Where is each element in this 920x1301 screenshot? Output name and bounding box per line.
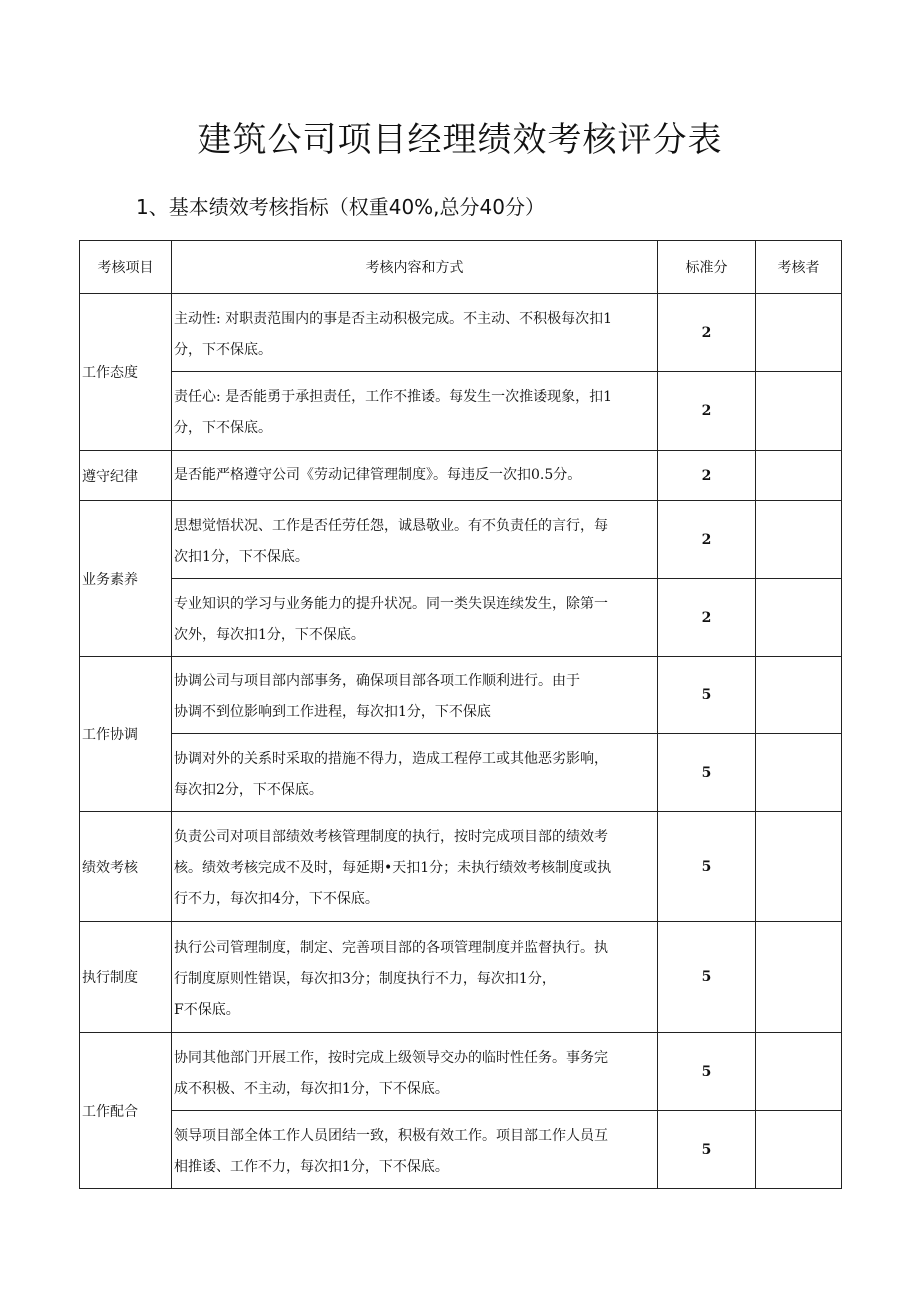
content-cell: 主动性: 对职责范围内的事是否主动积极完成。不主动、不积极每次扣1 分，下不保底。 (172, 294, 658, 372)
table-row (80, 1111, 842, 1189)
header-category: 考核项目 (80, 241, 172, 294)
score-cell: 5 (658, 1111, 756, 1189)
header-standard-score: 标准分 (658, 241, 756, 294)
table-row (80, 451, 842, 501)
reviewer-cell[interactable] (756, 501, 842, 579)
content-cell: 思想觉悟状况、工作是否任劳任怨，诚恳敬业。有不负责任的言行，每 次扣1分，下不保底。 (172, 501, 658, 579)
content-cell: 领导项目部全体工作人员团结一致，积极有效工作。项目部工作人员互 相推诿、工作不力，每次扣1分，下不保底。 (172, 1111, 658, 1189)
content-cell: 协调公司与项目部内部事务，确保项目部各项工作顺利进行。由于 协调不到位影响到工作进程，每次扣1分，下不保底 (172, 657, 658, 734)
content-cell: 执行公司管理制度，制定、完善项目部的各项管理制度并监督执行。执 行制度原则性错误，每次扣3分；制度执行不力，每次扣1分， F不保底。 (172, 922, 658, 1033)
table-row (80, 501, 842, 579)
section-heading: 1、基本绩效考核指标（权重40%,总分40分） (136, 195, 545, 219)
category-cell: 工作配合 (80, 1033, 172, 1189)
table-row (80, 1033, 842, 1111)
score-cell: 5 (658, 922, 756, 1033)
table-row (80, 294, 842, 372)
score-cell: 5 (658, 657, 756, 734)
table-row (80, 579, 842, 657)
category-cell: 绩效考核 (80, 812, 172, 922)
table-header-row (80, 241, 842, 294)
category-cell: 遵守纪律 (80, 451, 172, 501)
content-cell: 是否能严格遵守公司《劳动记律管理制度》。每违反一次扣0.5分。 (172, 451, 658, 501)
reviewer-cell[interactable] (756, 294, 842, 372)
score-cell: 2 (658, 372, 756, 451)
content-cell: 协调对外的关系时采取的措施不得力，造成工程停工或其他恶劣影响， 每次扣2分，下不保底。 (172, 734, 658, 812)
reviewer-cell[interactable] (756, 451, 842, 501)
reviewer-cell[interactable] (756, 1111, 842, 1189)
header-reviewer: 考核者 (756, 241, 842, 294)
content-cell: 责任心: 是否能勇于承担责任，工作不推诿。每发生一次推诿现象，扣1 分，下不保底。 (172, 372, 658, 451)
category-cell: 执行制度 (80, 922, 172, 1033)
category-cell: 工作态度 (80, 294, 172, 451)
score-cell: 5 (658, 734, 756, 812)
table-row (80, 734, 842, 812)
evaluation-table (79, 240, 842, 1189)
reviewer-cell[interactable] (756, 372, 842, 451)
score-cell: 2 (658, 451, 756, 501)
content-cell: 协同其他部门开展工作，按时完成上级领导交办的临时性任务。事务完 成不积极、不主动，每次扣1分，下不保底。 (172, 1033, 658, 1111)
page-title: 建筑公司项目经理绩效考核评分表 (197, 120, 723, 160)
score-cell: 2 (658, 579, 756, 657)
table-row (80, 922, 842, 1033)
score-cell: 5 (658, 1033, 756, 1111)
content-cell: 专业知识的学习与业务能力的提升状况。同一类失误连续发生，除第一 次外，每次扣1分，下不保底。 (172, 579, 658, 657)
category-cell: 工作协调 (80, 657, 172, 812)
reviewer-cell[interactable] (756, 1033, 842, 1111)
table-row (80, 657, 842, 734)
reviewer-cell[interactable] (756, 922, 842, 1033)
reviewer-cell[interactable] (756, 657, 842, 734)
reviewer-cell[interactable] (756, 812, 842, 922)
category-cell: 业务素养 (80, 501, 172, 657)
reviewer-cell[interactable] (756, 579, 842, 657)
header-content: 考核内容和方式 (172, 241, 658, 294)
score-cell: 5 (658, 812, 756, 922)
reviewer-cell[interactable] (756, 734, 842, 812)
score-cell: 2 (658, 501, 756, 579)
table-row (80, 372, 842, 451)
score-cell: 2 (658, 294, 756, 372)
table-row (80, 812, 842, 922)
content-cell: 负责公司对项目部绩效考核管理制度的执行，按时完成项目部的绩效考 核。绩效考核完成不及时，每延期•天扣1分；未执行绩效考核制度或执 行不力，每次扣4分，下不保底。 (172, 812, 658, 922)
